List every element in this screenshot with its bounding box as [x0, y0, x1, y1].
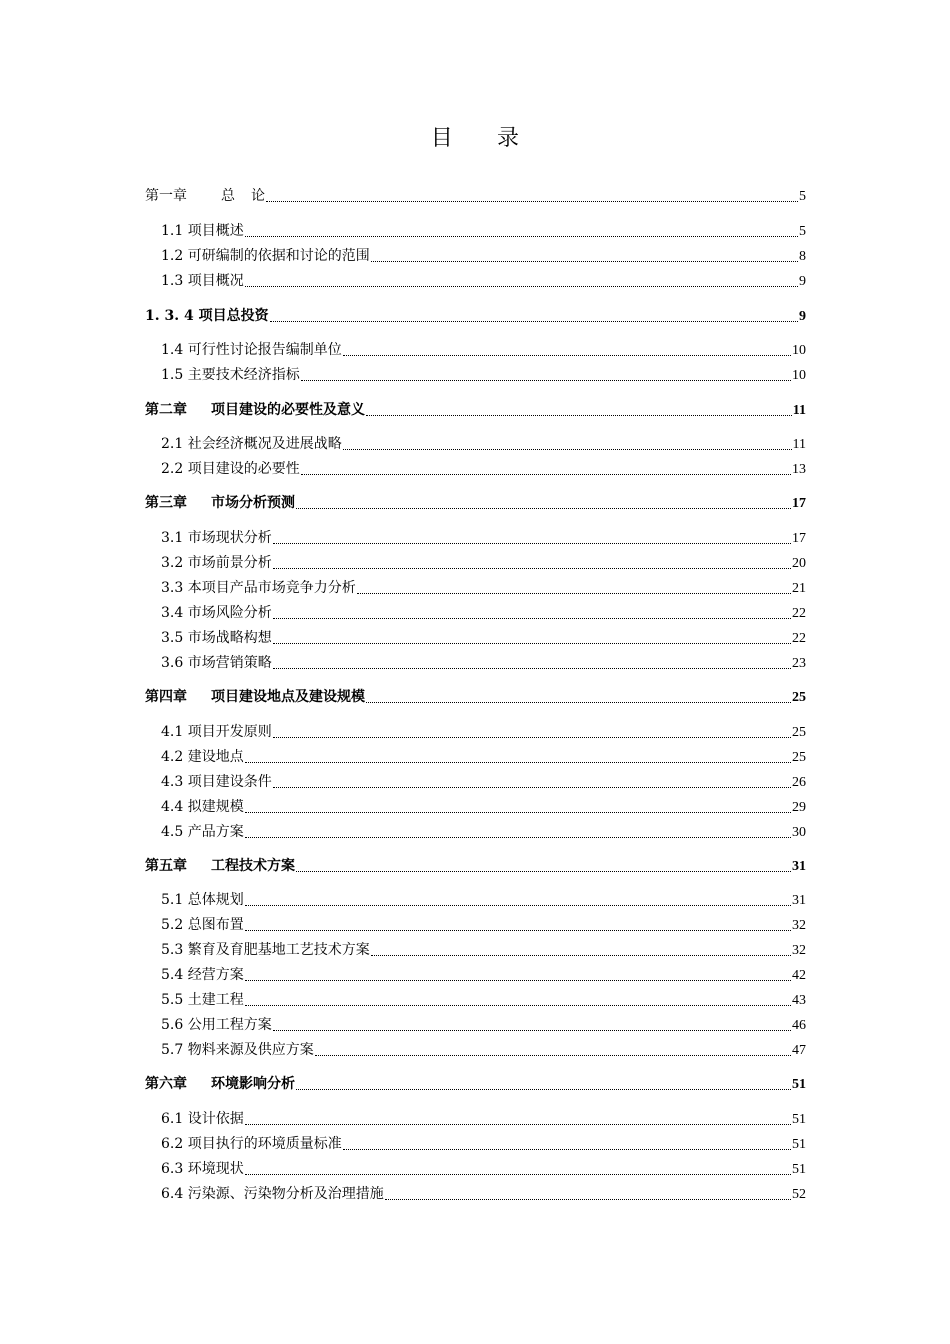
toc-entry-label-part: 第二章 — [145, 402, 187, 418]
toc-entry[interactable] — [161, 916, 806, 935]
toc-entry-label — [145, 401, 365, 419]
dot-leader — [371, 955, 791, 956]
toc-entry[interactable] — [161, 529, 806, 548]
toc-entry-label — [161, 460, 300, 478]
toc-entry-label-part: 第四章 — [145, 689, 187, 705]
toc-entry-label — [145, 187, 265, 205]
toc-entry-label-part: 第六章 — [145, 1076, 187, 1092]
toc-entry-label-part: 1.3 项目概况 — [161, 273, 244, 289]
toc-entry-label-part: 3.4 市场风险分析 — [161, 605, 272, 621]
toc-entry-label — [161, 1135, 342, 1153]
toc-entry-page-number: 32 — [792, 943, 806, 958]
toc-title-char-1: 目 — [430, 126, 453, 151]
toc-entry-page-number: 51 — [792, 1162, 806, 1177]
dot-leader — [245, 1005, 791, 1006]
toc-entry-label — [161, 222, 244, 240]
toc-entry-label-part: 1.1 项目概述 — [161, 223, 244, 239]
toc-entry-label-part: 工程技术方案 — [211, 858, 295, 874]
toc-entry-label-part: 6.3 环境现状 — [161, 1161, 244, 1177]
toc-entry-label — [161, 1160, 244, 1178]
toc-entry-label — [161, 435, 342, 453]
toc-entry-label — [161, 247, 370, 265]
toc-entry-label — [161, 891, 244, 909]
dot-leader — [245, 905, 791, 906]
toc-entry-label-part: 项目建设的必要性及意义 — [211, 402, 365, 418]
toc-entry-label — [161, 1185, 384, 1203]
toc-entry-page-number: 10 — [792, 343, 806, 358]
toc-entry-page-number: 42 — [792, 968, 806, 983]
toc-entry-page-number: 13 — [792, 462, 806, 477]
toc-entry[interactable] — [161, 748, 806, 767]
dot-leader — [315, 1055, 791, 1056]
toc-entry-label — [161, 1041, 314, 1059]
toc-entry[interactable] — [161, 1110, 806, 1129]
toc-entry[interactable] — [145, 857, 806, 876]
toc-entry-page-number: 17 — [792, 496, 806, 511]
toc-entry-page-number: 5 — [799, 224, 806, 239]
toc-entry[interactable] — [161, 1016, 806, 1035]
toc-entry-label — [161, 604, 272, 622]
toc-entry-page-number: 22 — [792, 631, 806, 646]
toc-title — [0, 121, 950, 152]
toc-entry[interactable] — [161, 579, 806, 598]
toc-entry[interactable] — [145, 307, 806, 326]
toc-entry-page-number: 52 — [792, 1187, 806, 1202]
toc-entry[interactable] — [161, 891, 806, 910]
toc-entry-label-part: 1.4 可行性讨论报告编制单位 — [161, 342, 342, 358]
toc-entry-page-number: 43 — [792, 993, 806, 1008]
toc-entry-label — [145, 307, 269, 325]
toc-entry-page-number: 51 — [792, 1077, 806, 1092]
toc-entry-label — [145, 857, 295, 875]
toc-entry-page-number: 51 — [792, 1137, 806, 1152]
dot-leader — [296, 1089, 791, 1090]
toc-entry-label-part: 1.2 可研编制的依据和讨论的范围 — [161, 248, 370, 264]
toc-entry-label-part: 2.1 社会经济概况及进展战略 — [161, 436, 342, 452]
toc-entry-page-number: 5 — [799, 189, 806, 204]
toc-entry-page-number: 46 — [792, 1018, 806, 1033]
toc-entry[interactable] — [145, 688, 806, 707]
dot-leader — [245, 930, 791, 931]
toc-entry[interactable] — [161, 1185, 806, 1204]
dot-leader — [273, 787, 791, 788]
toc-title-char-2: 录 — [497, 126, 520, 151]
toc-entry-page-number: 25 — [792, 750, 806, 765]
toc-entry[interactable] — [161, 1160, 806, 1179]
dot-leader — [245, 980, 791, 981]
toc-entry-label-part: 5.2 总图布置 — [161, 917, 244, 933]
toc-entry-page-number: 25 — [792, 725, 806, 740]
dot-leader — [296, 871, 791, 872]
toc-entry-label-part: 1. 3. 4 项目总投资 — [145, 308, 269, 324]
toc-entry-label — [161, 1016, 272, 1034]
dot-leader — [343, 1149, 791, 1150]
toc-entry-page-number: 8 — [799, 249, 806, 264]
toc-entry[interactable] — [161, 723, 806, 742]
toc-entry[interactable] — [161, 1135, 806, 1154]
toc-entry-label — [145, 1075, 295, 1093]
toc-entry-page-number: 11 — [792, 437, 806, 452]
dot-leader — [245, 1174, 791, 1175]
toc-entry[interactable] — [161, 247, 806, 266]
dot-leader — [273, 568, 791, 569]
toc-entry-label-part: 5.7 物料来源及供应方案 — [161, 1042, 314, 1058]
dot-leader — [245, 837, 791, 838]
toc-entry[interactable] — [161, 366, 806, 385]
toc-entry-page-number: 29 — [792, 800, 806, 815]
toc-entry-label-part: 1.5 主要技术经济指标 — [161, 367, 300, 383]
toc-entry-page-number: 9 — [799, 309, 806, 324]
toc-entry-label — [161, 991, 244, 1009]
dot-leader — [385, 1199, 791, 1200]
dot-leader — [245, 812, 791, 813]
dot-leader — [245, 1124, 791, 1125]
toc-entry[interactable] — [161, 554, 806, 573]
toc-entry-label-part: 环境影响分析 — [211, 1076, 295, 1092]
toc-entry-label — [161, 272, 244, 290]
dot-leader — [343, 355, 791, 356]
toc-entry-label-part: 5.6 公用工程方案 — [161, 1017, 272, 1033]
toc-entry-label — [161, 579, 356, 597]
toc-entry[interactable] — [161, 773, 806, 792]
toc-entry-label — [161, 916, 244, 934]
toc-entry-page-number: 23 — [792, 656, 806, 671]
toc-entry[interactable] — [145, 494, 806, 513]
dot-leader — [270, 321, 798, 322]
toc-entry[interactable] — [161, 341, 806, 360]
toc-entry-label-part: 项目建设地点及建设规模 — [211, 689, 365, 705]
toc-entry-page-number: 30 — [792, 825, 806, 840]
toc-entry[interactable] — [161, 435, 806, 454]
toc-entry-label-part: 5.3 繁育及育肥基地工艺技术方案 — [161, 942, 370, 958]
toc-entry[interactable] — [161, 629, 806, 648]
toc-entry-label-part: 5.5 土建工程 — [161, 992, 244, 1008]
toc-entry-label — [161, 941, 370, 959]
toc-entry-label-part: 论 — [251, 188, 265, 204]
toc-entry-label-part: 第三章 — [145, 495, 187, 511]
toc-entry-page-number: 10 — [792, 368, 806, 383]
toc-entry[interactable] — [161, 654, 806, 673]
toc-entry-label-part: 6.2 项目执行的环境质量标准 — [161, 1136, 342, 1152]
toc-entry-page-number: 31 — [792, 859, 806, 874]
toc-entry-label — [161, 1110, 244, 1128]
toc-entry-label — [161, 654, 272, 672]
toc-entry-label-part: 4.1 项目开发原则 — [161, 724, 272, 740]
toc-entry-page-number: 51 — [792, 1112, 806, 1127]
toc-entry-page-number: 11 — [792, 403, 806, 418]
toc-entry-page-number: 47 — [792, 1043, 806, 1058]
toc-entry-label-part: 5.1 总体规划 — [161, 892, 244, 908]
dot-leader — [273, 668, 791, 669]
dot-leader — [273, 1030, 791, 1031]
toc-entry-label-part: 4.2 建设地点 — [161, 749, 244, 765]
toc-entry[interactable] — [161, 798, 806, 817]
toc-entry-label-part: 总 — [221, 188, 235, 204]
toc-entry-label-part: 第五章 — [145, 858, 187, 874]
toc-entry-label — [161, 554, 272, 572]
toc-entry-label — [161, 723, 272, 741]
toc-entry[interactable] — [161, 991, 806, 1010]
toc-entry[interactable] — [161, 966, 806, 985]
toc-entry-page-number: 25 — [792, 690, 806, 705]
toc-entry[interactable] — [161, 823, 806, 842]
toc-entry-label-part: 市场分析预测 — [211, 495, 295, 511]
dot-leader — [245, 236, 798, 237]
toc-entry-page-number: 31 — [792, 893, 806, 908]
toc-entry-page-number: 17 — [792, 531, 806, 546]
toc-entry[interactable] — [161, 460, 806, 479]
toc-entry-label-part: 4.5 产品方案 — [161, 824, 244, 840]
dot-leader — [343, 449, 792, 450]
toc-entry-page-number: 26 — [792, 775, 806, 790]
dot-leader — [266, 201, 798, 202]
dot-leader — [273, 737, 791, 738]
toc-entry-label — [145, 494, 295, 512]
toc-entry-page-number: 20 — [792, 556, 806, 571]
toc-entry-label — [161, 773, 272, 791]
toc-entry[interactable] — [161, 222, 806, 241]
toc-entry-label-part: 3.2 市场前景分析 — [161, 555, 272, 571]
toc-entry[interactable] — [161, 1041, 806, 1060]
toc-entry-label — [161, 748, 244, 766]
dot-leader — [366, 415, 792, 416]
toc-entry-label — [161, 798, 244, 816]
dot-leader — [273, 543, 791, 544]
toc-entry-label-part: 6.1 设计依据 — [161, 1111, 244, 1127]
toc-entry-page-number: 9 — [799, 274, 806, 289]
toc-entry-label-part: 5.4 经营方案 — [161, 967, 244, 983]
toc-entry-page-number: 32 — [792, 918, 806, 933]
toc-entry-label — [161, 341, 342, 359]
toc-entry-label — [161, 366, 300, 384]
toc-entry-label-part: 3.6 市场营销策略 — [161, 655, 272, 671]
dot-leader — [245, 286, 798, 287]
toc-entry[interactable] — [161, 272, 806, 291]
toc-entry[interactable] — [145, 187, 806, 206]
toc-entry-page-number: 21 — [792, 581, 806, 596]
dot-leader — [357, 593, 791, 594]
toc-entry-label — [161, 629, 272, 647]
toc-entry[interactable] — [161, 941, 806, 960]
dot-leader — [371, 261, 798, 262]
toc-entry-label-part: 3.3 本项目产品市场竞争力分析 — [161, 580, 356, 596]
dot-leader — [273, 643, 791, 644]
toc-entry-label-part: 3.1 市场现状分析 — [161, 530, 272, 546]
toc-entry-label-part: 2.2 项目建设的必要性 — [161, 461, 300, 477]
toc-entry-label-part: 4.4 拟建规模 — [161, 799, 244, 815]
toc-entry[interactable] — [161, 604, 806, 623]
dot-leader — [301, 380, 791, 381]
dot-leader — [245, 762, 791, 763]
toc-entry-label — [161, 529, 272, 547]
toc-entry-label-part: 4.3 项目建设条件 — [161, 774, 272, 790]
dot-leader — [301, 474, 791, 475]
dot-leader — [296, 508, 791, 509]
toc-entry-label-part: 3.5 市场战略构想 — [161, 630, 272, 646]
toc-entry-label — [161, 966, 244, 984]
dot-leader — [366, 702, 791, 703]
toc-entry-page-number: 22 — [792, 606, 806, 621]
toc-entry-label — [161, 823, 244, 841]
toc-entry-label — [145, 688, 365, 706]
toc-entry-label-part: 6.4 污染源、污染物分析及治理措施 — [161, 1186, 384, 1202]
toc-entry[interactable] — [145, 401, 806, 420]
toc-entry[interactable] — [145, 1075, 806, 1094]
toc-entry-label-part: 第一章 — [145, 188, 187, 204]
dot-leader — [273, 618, 791, 619]
